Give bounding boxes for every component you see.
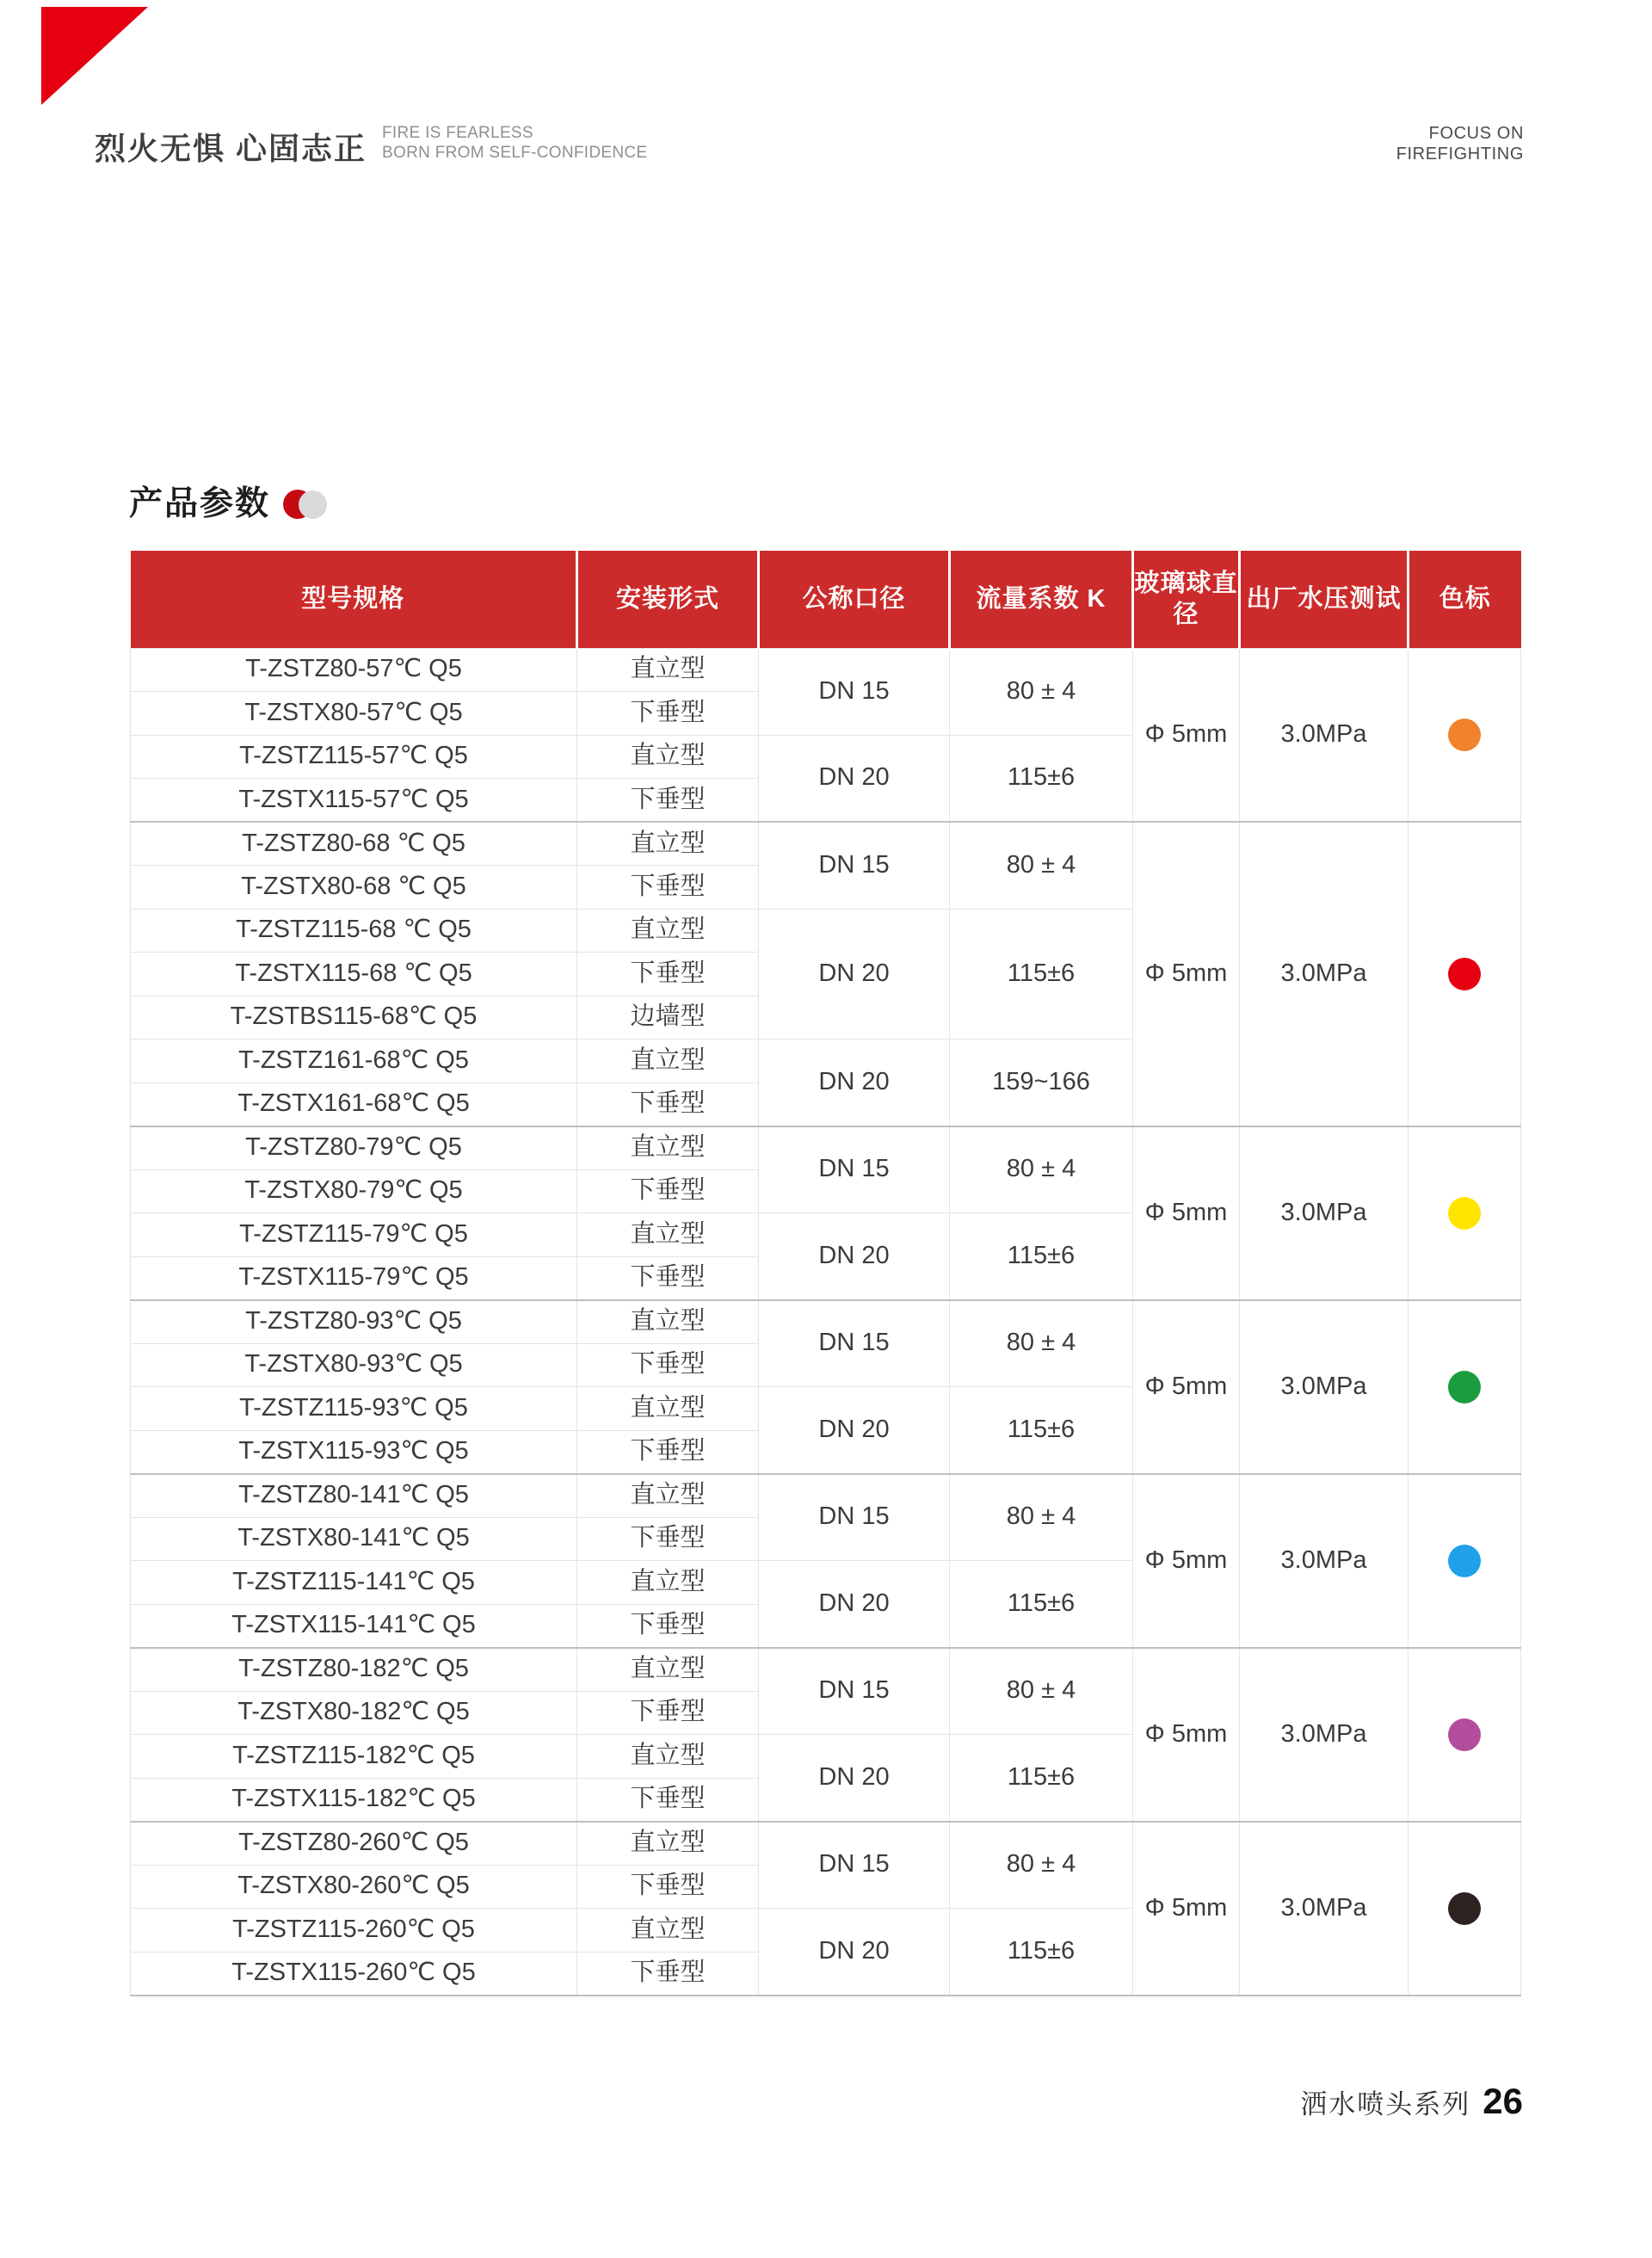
dn-cell: DN 15 (759, 1300, 950, 1387)
install-type-cell: 直立型 (577, 648, 759, 692)
page-footer (1300, 2081, 1523, 2122)
model-cell: T-ZSTZ80-141℃ Q5 (131, 1474, 577, 1518)
pressure-cell: 3.0MPa (1240, 1126, 1409, 1300)
color-cell (1409, 1126, 1521, 1300)
install-type-cell: 下垂型 (577, 1865, 759, 1909)
k-cell: 80 ± 4 (950, 1474, 1133, 1561)
install-type-cell: 下垂型 (577, 779, 759, 823)
focus-on-text: FOCUS ON (1428, 124, 1524, 143)
install-type-cell: 直立型 (577, 909, 759, 953)
bulb-cell: Φ 5mm (1133, 1822, 1240, 1996)
bulb-cell: Φ 5mm (1133, 822, 1240, 1126)
col-header-pressure: 出厂水压测试 (1240, 551, 1409, 648)
brand-slogan-en-line2: BORN FROM SELF-CONFIDENCE (382, 143, 648, 162)
k-cell: 115±6 (950, 735, 1133, 822)
footer-series-label: 洒水喷头系列 (1300, 2089, 1471, 2119)
model-cell: T-ZSTBS115-68℃ Q5 (131, 996, 577, 1040)
model-cell: T-ZSTZ80-182℃ Q5 (131, 1648, 577, 1692)
model-cell: T-ZSTZ115-141℃ Q5 (131, 1561, 577, 1605)
pressure-cell: 3.0MPa (1240, 1822, 1409, 1996)
k-cell: 80 ± 4 (950, 1822, 1133, 1909)
k-cell: 80 ± 4 (950, 648, 1133, 735)
table-row (131, 1822, 1521, 1866)
bulb-cell: Φ 5mm (1133, 648, 1240, 822)
model-cell: T-ZSTX115-260℃ Q5 (131, 1952, 577, 1996)
col-header-bulb: 玻璃球直径 (1133, 551, 1240, 648)
install-type-cell: 直立型 (577, 1648, 759, 1692)
install-type-cell: 直立型 (577, 1126, 759, 1170)
install-type-cell: 直立型 (577, 1735, 759, 1779)
model-cell: T-ZSTX80-182℃ Q5 (131, 1691, 577, 1735)
model-cell: T-ZSTZ161-68℃ Q5 (131, 1040, 577, 1083)
install-type-cell: 直立型 (577, 1387, 759, 1431)
install-type-cell: 下垂型 (577, 692, 759, 736)
color-dot-black (1448, 1892, 1481, 1925)
model-cell: T-ZSTZ115-182℃ Q5 (131, 1735, 577, 1779)
product-spec-table (130, 551, 1521, 1996)
model-cell: T-ZSTX115-141℃ Q5 (131, 1604, 577, 1648)
color-dot-blue (1448, 1545, 1481, 1577)
k-cell: 80 ± 4 (950, 822, 1133, 909)
model-cell: T-ZSTZ115-93℃ Q5 (131, 1387, 577, 1431)
bulb-cell: Φ 5mm (1133, 1648, 1240, 1822)
k-cell: 80 ± 4 (950, 1126, 1133, 1213)
gray-circle-icon (299, 490, 327, 519)
dn-cell: DN 20 (759, 1213, 950, 1300)
install-type-cell: 直立型 (577, 822, 759, 866)
table-body (131, 648, 1521, 1996)
install-type-cell: 下垂型 (577, 1517, 759, 1561)
model-cell: T-ZSTX80-260℃ Q5 (131, 1865, 577, 1909)
k-cell: 115±6 (950, 1387, 1133, 1474)
col-header-model: 型号规格 (131, 551, 577, 648)
bulb-cell: Φ 5mm (1133, 1300, 1240, 1474)
model-cell: T-ZSTZ80-57℃ Q5 (131, 648, 577, 692)
dn-cell: DN 15 (759, 822, 950, 909)
model-cell: T-ZSTZ80-68 ℃ Q5 (131, 822, 577, 866)
firefighting-text: FIREFIGHTING (1396, 145, 1524, 164)
color-dot-orange (1448, 719, 1481, 751)
install-type-cell: 直立型 (577, 735, 759, 779)
dn-cell: DN 20 (759, 1387, 950, 1474)
color-dot-red (1448, 958, 1481, 990)
section-head (129, 487, 328, 521)
brand-slogan-en-line1: FIRE IS FEARLESS (382, 124, 533, 142)
color-cell (1409, 648, 1521, 822)
table-row (131, 648, 1521, 692)
model-cell: T-ZSTX115-182℃ Q5 (131, 1778, 577, 1822)
dn-cell: DN 20 (759, 735, 950, 822)
brand-slogan-cn: 烈火无惧 心固志正 (95, 130, 367, 166)
model-cell: T-ZSTX80-141℃ Q5 (131, 1517, 577, 1561)
section-title-circles-icon (283, 489, 328, 520)
page-header-right (1396, 123, 1524, 165)
install-type-cell: 下垂型 (577, 1083, 759, 1126)
model-cell: T-ZSTX115-68 ℃ Q5 (131, 953, 577, 996)
table-row (131, 1126, 1521, 1170)
model-cell: T-ZSTZ80-93℃ Q5 (131, 1300, 577, 1344)
corner-triangle-decoration (41, 7, 148, 105)
install-type-cell: 直立型 (577, 1213, 759, 1257)
color-cell (1409, 1648, 1521, 1822)
dn-cell: DN 15 (759, 1822, 950, 1909)
model-cell: T-ZSTX161-68℃ Q5 (131, 1083, 577, 1126)
model-cell: T-ZSTX115-93℃ Q5 (131, 1430, 577, 1474)
color-cell (1409, 1822, 1521, 1996)
install-type-cell: 下垂型 (577, 953, 759, 996)
color-dot-purple (1448, 1718, 1481, 1751)
dn-cell: DN 15 (759, 1126, 950, 1213)
col-header-color: 色标 (1409, 551, 1521, 648)
install-type-cell: 边墙型 (577, 996, 759, 1040)
k-cell: 115±6 (950, 1735, 1133, 1822)
model-cell: T-ZSTZ115-57℃ Q5 (131, 735, 577, 779)
dn-cell: DN 20 (759, 1909, 950, 1996)
dn-cell: DN 20 (759, 1735, 950, 1822)
install-type-cell: 直立型 (577, 1822, 759, 1866)
k-cell: 115±6 (950, 1213, 1133, 1300)
color-cell (1409, 1300, 1521, 1474)
footer-page-number: 26 (1482, 2081, 1523, 2121)
model-cell: T-ZSTX115-57℃ Q5 (131, 779, 577, 823)
color-cell (1409, 1474, 1521, 1648)
col-header-diameter: 公称口径 (759, 551, 950, 648)
model-cell: T-ZSTZ115-260℃ Q5 (131, 1909, 577, 1953)
install-type-cell: 下垂型 (577, 1169, 759, 1213)
install-type-cell: 直立型 (577, 1474, 759, 1518)
install-type-cell: 下垂型 (577, 1430, 759, 1474)
section-title: 产品参数 (129, 485, 271, 522)
model-cell: T-ZSTX80-79℃ Q5 (131, 1169, 577, 1213)
dn-cell: DN 20 (759, 1040, 950, 1126)
dn-cell: DN 20 (759, 1561, 950, 1648)
k-cell: 159~166 (950, 1040, 1133, 1126)
k-cell: 115±6 (950, 1909, 1133, 1996)
pressure-cell: 3.0MPa (1240, 1474, 1409, 1648)
dn-cell: DN 15 (759, 1648, 950, 1735)
install-type-cell: 下垂型 (577, 1952, 759, 1996)
col-header-install: 安装形式 (577, 551, 759, 648)
install-type-cell: 下垂型 (577, 1604, 759, 1648)
pressure-cell: 3.0MPa (1240, 1300, 1409, 1474)
install-type-cell: 下垂型 (577, 1256, 759, 1300)
model-cell: T-ZSTX80-57℃ Q5 (131, 692, 577, 736)
model-cell: T-ZSTZ115-68 ℃ Q5 (131, 909, 577, 953)
model-cell: T-ZSTX115-79℃ Q5 (131, 1256, 577, 1300)
install-type-cell: 直立型 (577, 1040, 759, 1083)
install-type-cell: 下垂型 (577, 866, 759, 910)
model-cell: T-ZSTX80-68 ℃ Q5 (131, 866, 577, 910)
pressure-cell: 3.0MPa (1240, 822, 1409, 1126)
model-cell: T-ZSTX80-93℃ Q5 (131, 1343, 577, 1387)
col-header-flow-k: 流量系数 K (950, 551, 1133, 648)
install-type-cell: 直立型 (577, 1300, 759, 1344)
model-cell: T-ZSTZ80-79℃ Q5 (131, 1126, 577, 1170)
table-row (131, 822, 1521, 866)
brand-slogan-en (382, 124, 647, 164)
k-cell: 80 ± 4 (950, 1648, 1133, 1735)
table-header (131, 551, 1521, 648)
pressure-cell: 3.0MPa (1240, 1648, 1409, 1822)
k-cell: 80 ± 4 (950, 1300, 1133, 1387)
table-row (131, 1648, 1521, 1692)
pressure-cell: 3.0MPa (1240, 648, 1409, 822)
dn-cell: DN 15 (759, 648, 950, 735)
brand-header (95, 124, 647, 164)
dn-cell: DN 15 (759, 1474, 950, 1561)
install-type-cell: 直立型 (577, 1909, 759, 1953)
install-type-cell: 下垂型 (577, 1343, 759, 1387)
dn-cell: DN 20 (759, 909, 950, 1040)
table-row (131, 1474, 1521, 1518)
k-cell: 115±6 (950, 909, 1133, 1040)
bulb-cell: Φ 5mm (1133, 1474, 1240, 1648)
table-row (131, 1300, 1521, 1344)
color-dot-green (1448, 1371, 1481, 1404)
install-type-cell: 下垂型 (577, 1691, 759, 1735)
k-cell: 115±6 (950, 1561, 1133, 1648)
install-type-cell: 直立型 (577, 1561, 759, 1605)
install-type-cell: 下垂型 (577, 1778, 759, 1822)
color-dot-yellow (1448, 1197, 1481, 1230)
model-cell: T-ZSTZ115-79℃ Q5 (131, 1213, 577, 1257)
model-cell: T-ZSTZ80-260℃ Q5 (131, 1822, 577, 1866)
color-cell (1409, 822, 1521, 1126)
bulb-cell: Φ 5mm (1133, 1126, 1240, 1300)
